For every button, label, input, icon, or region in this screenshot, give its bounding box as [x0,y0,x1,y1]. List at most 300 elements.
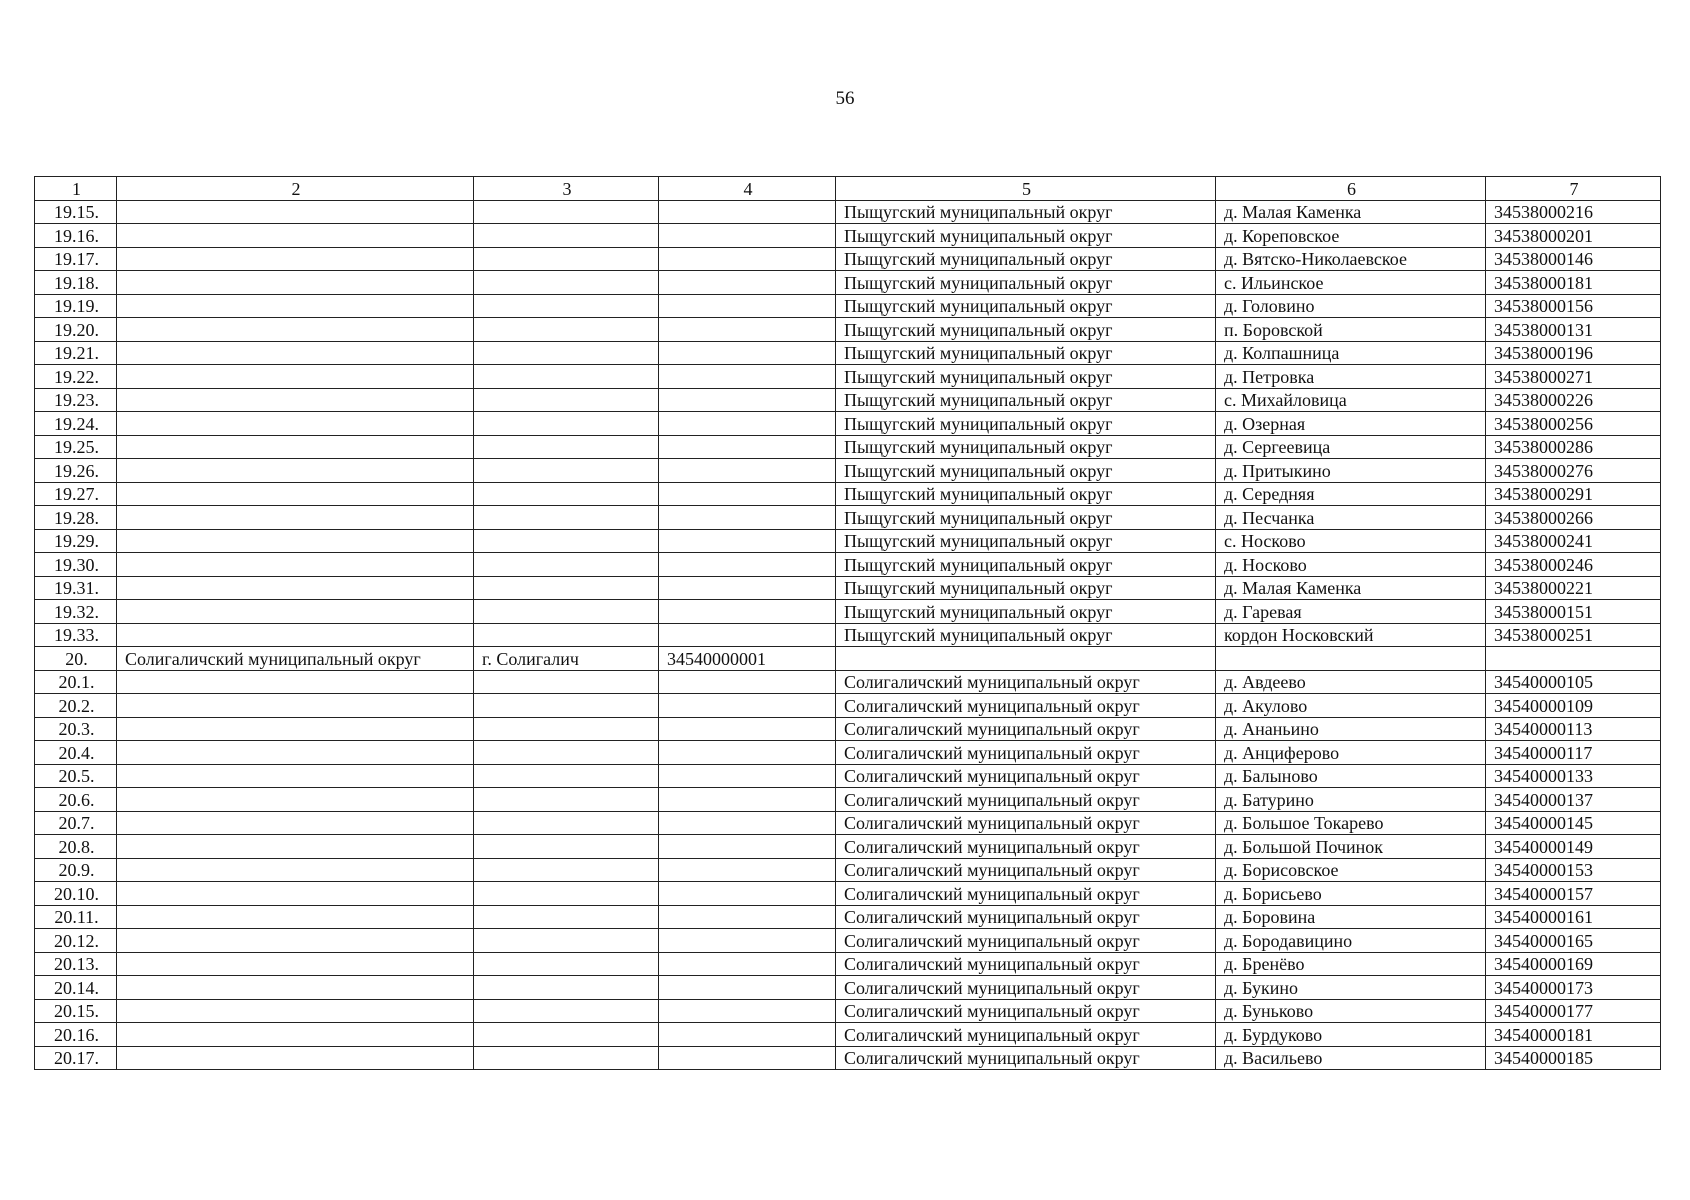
table-cell-col-5: Пыщугский муниципальный округ [836,200,1216,224]
table-cell-col-2 [117,341,474,365]
table-cell-col-7: 34538000151 [1486,600,1661,624]
table-cell-col-2 [117,929,474,953]
table-cell-col-1: 20.11. [35,905,117,929]
table-cell-col-4 [659,929,836,953]
table-cell-col-2 [117,811,474,835]
table-cell-col-1: 19.16. [35,224,117,248]
table-cell-col-2 [117,294,474,318]
table-cell-col-3 [474,365,659,389]
table-cell-col-4 [659,952,836,976]
table-row [35,365,1661,389]
table-row [35,764,1661,788]
table-cell-col-3 [474,388,659,412]
column-header-4: 4 [659,177,836,201]
table-cell-col-2 [117,318,474,342]
table-row [35,623,1661,647]
table-cell-col-3 [474,694,659,718]
table-cell-col-6: д. Колпашница [1216,341,1486,365]
table-cell-col-6: д. Малая Каменка [1216,200,1486,224]
table-cell-col-3 [474,670,659,694]
table-cell-col-2 [117,905,474,929]
table-cell-col-7: 34538000226 [1486,388,1661,412]
table-cell-col-1: 19.17. [35,247,117,271]
table-cell-col-5: Пыщугский муниципальный округ [836,318,1216,342]
table-row [35,224,1661,248]
table-cell-col-6: д. Вятско-Николаевское [1216,247,1486,271]
table-cell-col-1: 19.24. [35,412,117,436]
table-cell-col-7: 34538000286 [1486,435,1661,459]
table-cell-col-1: 19.32. [35,600,117,624]
table-cell-col-6: с. Михайловица [1216,388,1486,412]
table-cell-col-3 [474,506,659,530]
table-cell-col-4 [659,999,836,1023]
table-row [35,318,1661,342]
table-cell-col-6: д. Ананьино [1216,717,1486,741]
table-row [35,482,1661,506]
table-cell-col-4 [659,600,836,624]
table-cell-col-5: Пыщугский муниципальный округ [836,412,1216,436]
table-cell-col-4 [659,623,836,647]
table-cell-col-7: 34538000251 [1486,623,1661,647]
table-row [35,999,1661,1023]
table-cell-col-6: д. Носково [1216,553,1486,577]
table-cell-col-2 [117,976,474,1000]
table-cell-col-5: Пыщугский муниципальный округ [836,529,1216,553]
table-cell-col-7: 34540000149 [1486,835,1661,859]
table-cell-col-1: 20.7. [35,811,117,835]
table-cell-col-3 [474,623,659,647]
table-cell-col-3 [474,247,659,271]
table-cell-col-1: 20.6. [35,788,117,812]
column-header-5: 5 [836,177,1216,201]
table-cell-col-5: Солигаличский муниципальный округ [836,929,1216,953]
table-cell-col-7: 34540000133 [1486,764,1661,788]
table-cell-col-2 [117,1046,474,1070]
table-cell-col-1: 20.8. [35,835,117,859]
table-cell-col-4 [659,271,836,295]
table-cell-col-7: 34538000276 [1486,459,1661,483]
table-cell-col-5: Пыщугский муниципальный округ [836,294,1216,318]
table-cell-col-6: д. Борисьево [1216,882,1486,906]
table-header-row [35,177,1661,201]
table-cell-col-1: 20.10. [35,882,117,906]
table-cell-col-1: 19.31. [35,576,117,600]
table-cell-col-4 [659,576,836,600]
table-cell-col-3 [474,482,659,506]
table-cell-col-4 [659,318,836,342]
table-row [35,811,1661,835]
table-cell-col-4 [659,200,836,224]
table-cell-col-7: 34540000157 [1486,882,1661,906]
table-row [35,670,1661,694]
table-cell-col-7: 34540000105 [1486,670,1661,694]
table-cell-col-7: 34540000153 [1486,858,1661,882]
table-row [35,529,1661,553]
table-cell-col-7 [1486,647,1661,671]
table-cell-col-7: 34538000246 [1486,553,1661,577]
table-cell-col-1: 19.23. [35,388,117,412]
table-cell-col-7: 34540000177 [1486,999,1661,1023]
table-cell-col-7: 34540000145 [1486,811,1661,835]
table-cell-col-2 [117,388,474,412]
table-cell-col-6: с. Носково [1216,529,1486,553]
table-cell-col-6: д. Балыново [1216,764,1486,788]
table-cell-col-6: п. Боровской [1216,318,1486,342]
table-cell-col-5: Пыщугский муниципальный округ [836,482,1216,506]
table-cell-col-1: 20.1. [35,670,117,694]
table-row [35,717,1661,741]
table-cell-col-6: кордон Носковский [1216,623,1486,647]
table-cell-col-7: 34540000117 [1486,741,1661,765]
table-cell-col-2 [117,999,474,1023]
table-row [35,247,1661,271]
table-cell-col-1: 19.29. [35,529,117,553]
table-cell-col-1: 20.5. [35,764,117,788]
table-cell-col-2 [117,271,474,295]
table-cell-col-5: Пыщугский муниципальный округ [836,435,1216,459]
table-cell-col-5: Солигаличский муниципальный округ [836,741,1216,765]
table-cell-col-2 [117,506,474,530]
table-cell-col-6: д. Песчанка [1216,506,1486,530]
table-cell-col-6: д. Головино [1216,294,1486,318]
table-cell-col-3: г. Солигалич [474,647,659,671]
table-cell-col-4 [659,858,836,882]
table-cell-col-3 [474,553,659,577]
table-cell-col-3 [474,882,659,906]
table-cell-col-4 [659,247,836,271]
table-body [35,200,1661,1070]
table-cell-col-4 [659,388,836,412]
column-header-6: 6 [1216,177,1486,201]
table-cell-col-3 [474,741,659,765]
table-cell-col-6: д. Петровка [1216,365,1486,389]
table-cell-col-2 [117,858,474,882]
table-cell-col-4 [659,435,836,459]
table-cell-col-4 [659,1023,836,1047]
table-cell-col-3 [474,905,659,929]
table-cell-col-5: Солигаличский муниципальный округ [836,670,1216,694]
table-cell-col-1: 19.18. [35,271,117,295]
table-cell-col-4 [659,1046,836,1070]
table-row [35,647,1661,671]
table-cell-col-7: 34538000241 [1486,529,1661,553]
table-cell-col-6: д. Буньково [1216,999,1486,1023]
table-cell-col-7: 34538000156 [1486,294,1661,318]
table-cell-col-4 [659,976,836,1000]
table-cell-col-6: д. Гаревая [1216,600,1486,624]
table-cell-col-1: 19.26. [35,459,117,483]
table-cell-col-2 [117,835,474,859]
table-cell-col-7: 34540000165 [1486,929,1661,953]
table-cell-col-6: д. Батурино [1216,788,1486,812]
table-row [35,553,1661,577]
table-cell-col-4 [659,835,836,859]
table-cell-col-5: Пыщугский муниципальный округ [836,247,1216,271]
table-cell-col-4 [659,459,836,483]
table-cell-col-2 [117,247,474,271]
table-cell-col-7: 34540000113 [1486,717,1661,741]
table-cell-col-6: д. Борисовское [1216,858,1486,882]
table-cell-col-1: 20.12. [35,929,117,953]
table-cell-col-4 [659,341,836,365]
table-cell-col-1: 19.15. [35,200,117,224]
table-cell-col-2 [117,741,474,765]
table-row [35,341,1661,365]
table-cell-col-5: Солигаличский муниципальный округ [836,717,1216,741]
table-cell-col-7: 34540000161 [1486,905,1661,929]
table-cell-col-5: Пыщугский муниципальный округ [836,271,1216,295]
table-row [35,435,1661,459]
table-cell-col-5: Пыщугский муниципальный округ [836,388,1216,412]
table-cell-col-6 [1216,647,1486,671]
table-cell-col-4 [659,882,836,906]
table-cell-col-7: 34540000173 [1486,976,1661,1000]
table-cell-col-2: Солигаличский муниципальный округ [117,647,474,671]
table-row [35,835,1661,859]
table-cell-col-2 [117,694,474,718]
table-cell-col-6: д. Малая Каменка [1216,576,1486,600]
table-cell-col-3 [474,412,659,436]
table-cell-col-4 [659,224,836,248]
table-cell-col-1: 20.3. [35,717,117,741]
table-cell-col-2 [117,623,474,647]
table-cell-col-4 [659,741,836,765]
table-cell-col-1: 19.21. [35,341,117,365]
table-row [35,694,1661,718]
table-cell-col-1: 20. [35,647,117,671]
table-row [35,388,1661,412]
table-cell-col-7: 34540000169 [1486,952,1661,976]
table-cell-col-3 [474,764,659,788]
table-cell-col-2 [117,435,474,459]
table-cell-col-3 [474,200,659,224]
table-cell-col-1: 19.30. [35,553,117,577]
table-cell-col-2 [117,459,474,483]
table-cell-col-7: 34540000109 [1486,694,1661,718]
table-cell-col-6: д. Кореповское [1216,224,1486,248]
table-cell-col-1: 20.16. [35,1023,117,1047]
table-cell-col-2 [117,717,474,741]
table-cell-col-1: 19.25. [35,435,117,459]
table-cell-col-7: 34538000196 [1486,341,1661,365]
table-cell-col-1: 19.33. [35,623,117,647]
table-row [35,576,1661,600]
table-cell-col-1: 20.4. [35,741,117,765]
table-cell-col-4 [659,788,836,812]
table-cell-col-1: 20.2. [35,694,117,718]
table-cell-col-3 [474,318,659,342]
table-cell-col-7: 34538000216 [1486,200,1661,224]
table-cell-col-3 [474,858,659,882]
table-cell-col-1: 20.15. [35,999,117,1023]
table-cell-col-3 [474,788,659,812]
table-cell-col-2 [117,600,474,624]
page-number: 56 [835,88,855,109]
table-row [35,788,1661,812]
table-cell-col-3 [474,341,659,365]
table-cell-col-2 [117,553,474,577]
table-cell-col-3 [474,224,659,248]
table-cell-col-6: д. Бородавицино [1216,929,1486,953]
column-header-3: 3 [474,177,659,201]
table-cell-col-5: Пыщугский муниципальный округ [836,576,1216,600]
table-row [35,905,1661,929]
table-cell-col-2 [117,365,474,389]
settlements-table [34,176,1661,1070]
table-cell-col-6: д. Сергеевица [1216,435,1486,459]
table-cell-col-5 [836,647,1216,671]
table-cell-col-3 [474,717,659,741]
table-cell-col-5: Солигаличский муниципальный округ [836,694,1216,718]
table-cell-col-1: 20.14. [35,976,117,1000]
table-cell-col-6: д. Большой Починок [1216,835,1486,859]
table-cell-col-1: 19.28. [35,506,117,530]
table-cell-col-6: д. Большое Токарево [1216,811,1486,835]
table-cell-col-3 [474,1046,659,1070]
table-cell-col-5: Солигаличский муниципальный округ [836,999,1216,1023]
table-cell-col-2 [117,576,474,600]
table-cell-col-2 [117,952,474,976]
table-cell-col-5: Солигаличский муниципальный округ [836,976,1216,1000]
table-row [35,929,1661,953]
table-cell-col-5: Солигаличский муниципальный округ [836,764,1216,788]
table-cell-col-1: 19.20. [35,318,117,342]
table-cell-col-3 [474,271,659,295]
table-cell-col-6: д. Бренёво [1216,952,1486,976]
table-cell-col-7: 34540000181 [1486,1023,1661,1047]
table-cell-col-6: д. Середняя [1216,482,1486,506]
table-cell-col-3 [474,929,659,953]
table-cell-col-5: Пыщугский муниципальный округ [836,600,1216,624]
table-cell-col-2 [117,764,474,788]
table-cell-col-1: 19.27. [35,482,117,506]
table-cell-col-5: Пыщугский муниципальный округ [836,506,1216,530]
table-cell-col-2 [117,882,474,906]
table-cell-col-4 [659,553,836,577]
table-cell-col-7: 34538000221 [1486,576,1661,600]
column-header-2: 2 [117,177,474,201]
table-row [35,600,1661,624]
table-cell-col-5: Пыщугский муниципальный округ [836,365,1216,389]
column-header-7: 7 [1486,177,1661,201]
table-cell-col-4 [659,365,836,389]
table-row [35,882,1661,906]
table-cell-col-5: Пыщугский муниципальный округ [836,623,1216,647]
table-cell-col-4 [659,905,836,929]
table-row [35,976,1661,1000]
table-cell-col-5: Солигаличский муниципальный округ [836,858,1216,882]
table-row [35,506,1661,530]
table-row [35,271,1661,295]
table-cell-col-1: 20.9. [35,858,117,882]
table-cell-col-6: д. Васильево [1216,1046,1486,1070]
table-cell-col-4 [659,717,836,741]
table-cell-col-3 [474,459,659,483]
table-cell-col-7: 34538000266 [1486,506,1661,530]
table-cell-col-7: 34540000137 [1486,788,1661,812]
table-cell-col-7: 34538000131 [1486,318,1661,342]
table-cell-col-6: д. Озерная [1216,412,1486,436]
table-cell-col-4 [659,694,836,718]
table-row [35,412,1661,436]
table-cell-col-6: с. Ильинское [1216,271,1486,295]
table-cell-col-6: д. Акулово [1216,694,1486,718]
table-cell-col-3 [474,435,659,459]
table-cell-col-1: 19.19. [35,294,117,318]
table-cell-col-7: 34538000201 [1486,224,1661,248]
table-cell-col-6: д. Бурдуково [1216,1023,1486,1047]
table-cell-col-3 [474,529,659,553]
table-cell-col-5: Солигаличский муниципальный округ [836,1023,1216,1047]
table-row [35,741,1661,765]
table-row [35,294,1661,318]
table-cell-col-1: 20.13. [35,952,117,976]
table-row [35,459,1661,483]
table-cell-col-3 [474,576,659,600]
table-cell-col-5: Пыщугский муниципальный округ [836,341,1216,365]
table-cell-col-6: д. Авдеево [1216,670,1486,694]
table-cell-col-5: Солигаличский муниципальный округ [836,788,1216,812]
table-cell-col-5: Пыщугский муниципальный округ [836,459,1216,483]
table-cell-col-4 [659,506,836,530]
table-cell-col-4 [659,764,836,788]
table-cell-col-5: Пыщугский муниципальный округ [836,553,1216,577]
table-cell-col-2 [117,529,474,553]
column-header-1: 1 [35,177,117,201]
table-cell-col-3 [474,600,659,624]
table-cell-col-6: д. Притыкино [1216,459,1486,483]
table-cell-col-3 [474,952,659,976]
table-cell-col-2 [117,224,474,248]
table-cell-col-7: 34538000271 [1486,365,1661,389]
table-cell-col-7: 34538000256 [1486,412,1661,436]
table-cell-col-5: Солигаличский муниципальный округ [836,952,1216,976]
table-cell-col-6: д. Анциферово [1216,741,1486,765]
table-cell-col-5: Солигаличский муниципальный округ [836,811,1216,835]
table-row [35,1023,1661,1047]
table-cell-col-7: 34540000185 [1486,1046,1661,1070]
table-cell-col-3 [474,835,659,859]
table-cell-col-2 [117,412,474,436]
table-cell-col-7: 34538000146 [1486,247,1661,271]
table-row [35,952,1661,976]
table-cell-col-5: Солигаличский муниципальный округ [836,835,1216,859]
table-cell-col-2 [117,1023,474,1047]
table-cell-col-6: д. Боровина [1216,905,1486,929]
table-cell-col-3 [474,1023,659,1047]
table-cell-col-4 [659,412,836,436]
table-row [35,858,1661,882]
table-cell-col-7: 34538000181 [1486,271,1661,295]
table-cell-col-1: 20.17. [35,1046,117,1070]
table-cell-col-2 [117,482,474,506]
table-row [35,200,1661,224]
table-cell-col-3 [474,999,659,1023]
table-cell-col-5: Солигаличский муниципальный округ [836,905,1216,929]
table-cell-col-2 [117,788,474,812]
table-row [35,1046,1661,1070]
table-cell-col-3 [474,976,659,1000]
table-cell-col-2 [117,670,474,694]
table-cell-col-7: 34538000291 [1486,482,1661,506]
table-cell-col-4 [659,811,836,835]
table-cell-col-6: д. Букино [1216,976,1486,1000]
table-cell-col-2 [117,200,474,224]
table-cell-col-1: 19.22. [35,365,117,389]
table-cell-col-3 [474,294,659,318]
table-cell-col-4 [659,670,836,694]
table-cell-col-4: 34540000001 [659,647,836,671]
